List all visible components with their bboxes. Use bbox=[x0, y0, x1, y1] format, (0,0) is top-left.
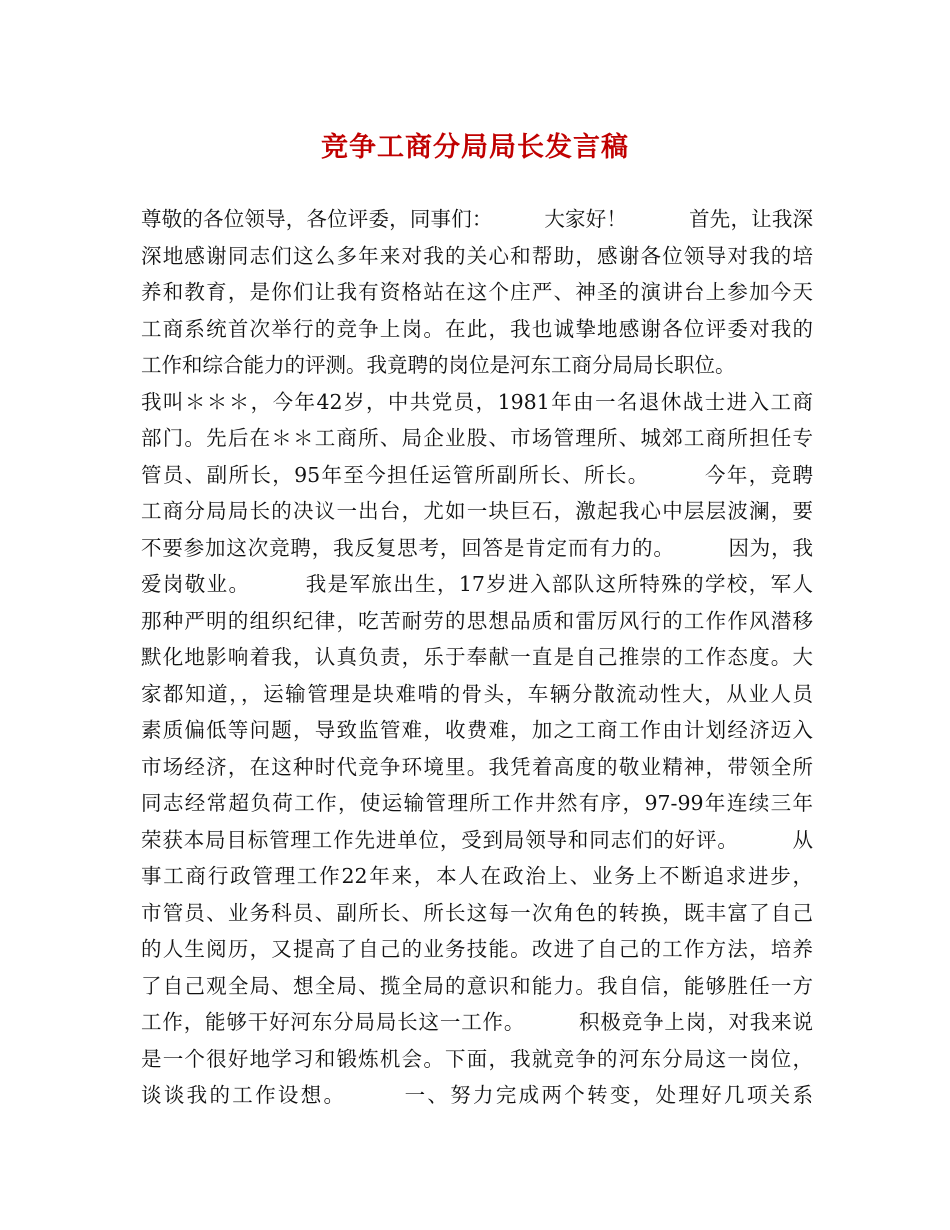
body-line: 部门。先后在＊＊工商所、局企业股、市场管理所、城郊工商所担任专 bbox=[141, 426, 813, 450]
body-line: 默化地影响着我，认真负责，乐于奉献一直是自己推崇的工作态度。大 bbox=[141, 645, 813, 669]
body-line: 工作，能够干好河东分局局长这一工作。 积极竞争上岗，对我来说 bbox=[141, 1010, 813, 1034]
body-line: 事工商行政管理工作22年来，本人在政治上、业务上不断追求进步， bbox=[141, 864, 813, 888]
body-line: 我叫＊＊＊，今年42岁，中共党员，1981年由一名退休战士进入工商 bbox=[141, 389, 813, 414]
body-line: 市场经济，在这种时代竞争环境里。我凭着高度的敬业精神，带领全所 bbox=[141, 754, 813, 779]
body-line: 同志经常超负荷工作，使运输管理所工作井然有序，97-99年连续三年 bbox=[141, 791, 813, 815]
body-line: 是一个很好地学习和锻炼机会。下面，我就竞争的河东分局这一岗位， bbox=[141, 1046, 813, 1071]
body-line: 家都知道，，运输管理是块难啃的骨头，车辆分散流动性大，从业人员 bbox=[141, 681, 813, 706]
body-line: 谈谈我的工作设想。 一、努力完成两个转变，处理好几项关系 bbox=[141, 1083, 813, 1107]
body-line: 了自己观全局、想全局、揽全局的意识和能力。我自信，能够胜任一方 bbox=[141, 973, 813, 998]
body-line: 的人生阅历，又提高了自己的业务技能。改进了自己的工作方法，培养 bbox=[141, 937, 813, 961]
body-line: 荣获本局目标管理工作先进单位，受到局领导和同志们的好评。 从 bbox=[141, 827, 813, 852]
body-line: 工作和综合能力的评测。我竟聘的岗位是河东工商分局局长职位。 bbox=[141, 353, 736, 377]
body-line: 爱岗敬业。 我是军旅出生，17岁进入部队这所特殊的学校，军人 bbox=[141, 572, 813, 596]
body-line: 工商系统首次举行的竞争上岗。在此，我也诚挚地感谢各位评委对我的 bbox=[141, 316, 813, 341]
body-line: 不要参加这次竞聘，我反复思考，回答是肯定而有力的。 因为，我 bbox=[141, 535, 813, 560]
body-line: 工商分局局长的决议一出台，尤如一块巨石，激起我心中层层波澜，要 bbox=[141, 499, 813, 523]
body-line: 那种严明的组织纪律，吃苦耐劳的思想品质和雷厉风行的工作作风潜移 bbox=[141, 608, 813, 633]
body-line: 深地感谢同志们这么多年来对我的关心和帮助，感谢各位领导对我的培 bbox=[141, 243, 813, 268]
document-body bbox=[141, 201, 813, 1114]
body-line: 素质偏低等问题，导致监管难，收费难，加之工商工作由计划经济迈入 bbox=[141, 718, 813, 742]
body-line: 尊敬的各位领导，各位评委，同事们： 大家好！ 首先，让我深 bbox=[141, 207, 813, 231]
body-line: 养和教育，是你们让我有资格站在这个庄严、神圣的演讲台上参加今天 bbox=[141, 280, 813, 304]
document-title: 竞争工商分局局长发言稿 bbox=[321, 132, 629, 163]
body-line: 市管员、业务科员、副所长、所长这每一次角色的转换，既丰富了自己 bbox=[141, 900, 813, 925]
body-line: 管员、副所长，95年至今担任运管所副所长、所长。 今年，竞聘 bbox=[141, 462, 813, 487]
